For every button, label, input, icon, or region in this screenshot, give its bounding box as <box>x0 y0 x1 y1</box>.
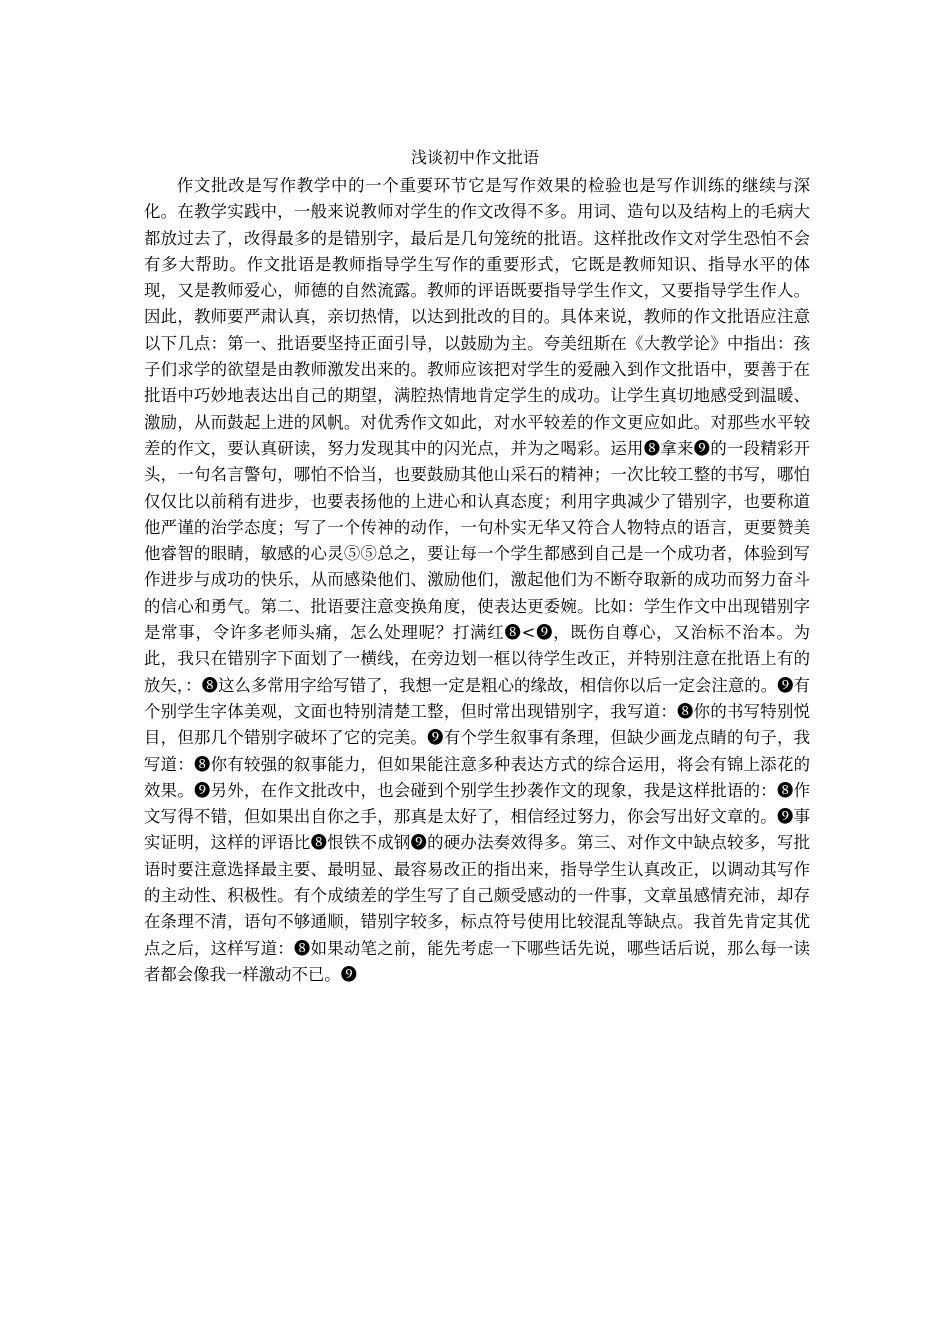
document-title: 浅谈初中作文批语 <box>410 148 539 167</box>
document-body-paragraph: 作文批改是写作教学中的一个重要环节它是写作效果的检验也是写作训练的继续与深化。在教学实践中，一般来说教师对学生的作文改得不多。用词、造句以及结构上的毛病大都放过去了，改得最多的是错别字，最后是几句笼统的批语。这样批改作文对学生恐怕不会有多大帮助。作文批语是教师指导学生写作的重要形式，它既是教师知识、指导水平的体现，又是教师爱心，师德的自然流露。教师的评语既要指导学生作文，又要指导学生作人。因此，教师要严肃认真，亲切热情，以达到批改的目的。具体来说，教师的作文批语应注意以下几点：第一、批语要坚持正面引导，以鼓励为主。夸美纽斯在《大教学论》中指出：孩子们求学的欲望是由教师激发出来的。教师应该把对学生的爱融入到作文批语中，要善于在批语中巧妙地表达出自己的期望，满腔热情地肯定学生的成功。让学生真切地感受到温暖、激励，从而鼓起上进的风帆。对优秀作文如此，对水平较差的作文更应如此。对那些水平较差的作文，要认真研读，努力发现其中的闪光点，并为之喝彩。运用❽拿来❾的一段精彩开头，一句名言警句，哪怕不恰当，也要鼓励其他山采石的精神；一次比较工整的书写，哪怕仅仅比以前稍有进步，也要表扬他的上进心和认真态度；利用字典减少了错别字，也要称道他严谨的治学态度；写了一个传神的动作，一句朴实无华又符合人物特点的语言，更要赞美他睿智的眼睛，敏感的心灵⑤⑤总之，要让每一个学生都感到自己是一个成功者，体验到写作进步与成功的快乐，从而感染他们、激励他们，激起他们为不断夺取新的成功而努力奋斗的信心和勇气。第二、批语要注意变换角度，使表达更委婉。比如：学生作文中出现错别字是常事，令许多老师头痛，怎么处理呢？打满红❽<❾，既伤自尊心，又治标不治本。为此，我只在错别字下面划了一横线，在旁边划一框以待学生改正，并特别注意在批语上有的放矢，：❽这么多常用字给写错了，我想一定是粗心的缘故，相信你以后一定会注意的。❾有个别学生字体美观，文面也特别清楚工整，但时常出现错别字，我写道：❽你的书写特别悦目，但那几个错别字破坏了它的完美。❾有个学生叙事有条理，但缺少画龙点睛的句子，我写道：❽你有较强的叙事能力，但如果能注意多种表达方式的综合运用，将会有锦上添花的效果。❾另外，在作文批改中，也会碰到个别学生抄袭作文的现象，我是这样批语的：❽作文写得不错，但如果出自你之手，那真是太好了，相信经过努力，你会写出好文章的。❾事实证明，这样的评语比❽恨铁不成钢❾的硬办法奏效得多。第三、对作文中缺点较多，写批语时要注意选择最主要、最明显、最容易改正的指出来，指导学生认真改正，以调动其写作的主动性、积极性。有个成绩差的学生写了自己颇受感动的一件事，文章虽感情充沛，却存在条理不清，语句不够通顺，错别字较多，标点符号使用比较混乱等缺点。我首先肯定其优点之后，这样写道：❽如果动笔之前，能先考虑一下哪些话先说，哪些话后说，那么每一读者都会像我一样激动不已。❾ <box>144 176 810 984</box>
